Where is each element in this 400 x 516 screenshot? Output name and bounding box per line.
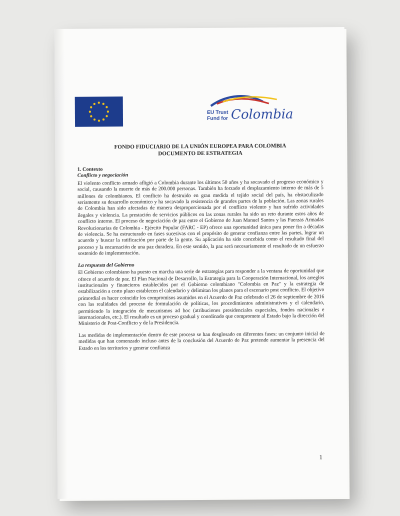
paragraph: Las medidas de implementación dentro de este proceso se han desglosado en diferentes fases: un conjunto inicial de medidas que han comenzado incluso antes de la conclusión del Acuerdo de Paz pretende aumentar la presencia del Estado en los territorios y generar confianza [78,330,325,352]
subsection-heading: Conflicto y negociación [77,172,129,180]
fund-colombia-text: Colombia [230,107,294,123]
section-heading: 1. Contexto [77,166,103,173]
eu-trust-fund-logo [203,91,313,130]
paragraph: El Gobierno colombiano ha puesto en marcha una serie de estrategias para responder a la ventana de oportunidad que ofrece el acuerdo de paz. El Plan Nacional de Desarrollo, la Estrategia para la Cooperación Internacional, los arreglos institucionales y financieros establecidos por el Gobierno colombiano "Colombia en Paz" y la estrategia de estabilización a corto plazo establecen el calendario y delimitan los planes para el escenario post conflicto. El objetivo primordial es hacer coincidir los compromisos asumidos en el Acuerdo de Paz celebrado el 26 de septiembre de 2016 con las realidades del proceso de formulación de políticas, los procedimientos administrativos y el calendario, permitiendo la integración de mecanismos ad hoc (atribuciones presidenciales especiales, fondos nacionales e internacionales, etc.). El resultado es un proceso gradual y coordinado que compromete al Estado bajo la dirección del Ministerio de Post-Conflicto y de la Presidencia. [78,268,325,328]
paragraph: El violento conflicto armado afligió a Colombia durante los últimos 50 años y ha socavado el progreso económico y social, causando la muerte de más de 200.000 personas. También ha forzado el desplazamiento interno de más de 5 millones de colombianos. El conflicto ha destruido en gran medida el tejido social del país, ha obstaculizado seriamente su desarrollo económico y ha socavado la resistencia de grandes partes de la población. Las zonas rurales de Colombia han sido afectadas de manera desproporcionada por el conflicto violento y han sufrido actividades ilegales y violencia. La prestación de servicios públicos en las zonas rurales ha sido un reto durante estos años de conflicto interno. El proceso de negociación de paz entre el Gobierno de Juan Manuel Santos y las Fuerzas Armadas Revolucionarias de Colombia - Ejército Popular (FARC - EP) ofrece una oportunidad única para poner fin a décadas de violencia. Se ha estructurado en fases sucesivas con el propósito de generar confianza entre las partes, lograr un acuerdo y buscar la ratificación por parte de la gente. Su aplicación ha sido concebida como el resultado final del proceso y la encarnación de una paz duradera. En este sentido, la paz será necesariamente el resultado de un esfuerzo sostenido de implementación. [77,178,324,258]
document-body [77,143,324,357]
subsection-heading: La respuesta del Gobierno [77,262,135,269]
document-page [54,27,347,499]
fund-small-text: EU Trust Fund for [206,109,229,122]
eu-stars-icon [75,97,123,127]
document-title: FONDO FIDUCIARIO DE LA UNIÓN EUROPEA PARA COLOMBIA DOCUMENTO DE ESTRATEGIA [114,143,287,158]
page-binding-shade [54,29,67,499]
eu-flag-logo [75,97,123,127]
page-number: 1 [319,455,323,462]
